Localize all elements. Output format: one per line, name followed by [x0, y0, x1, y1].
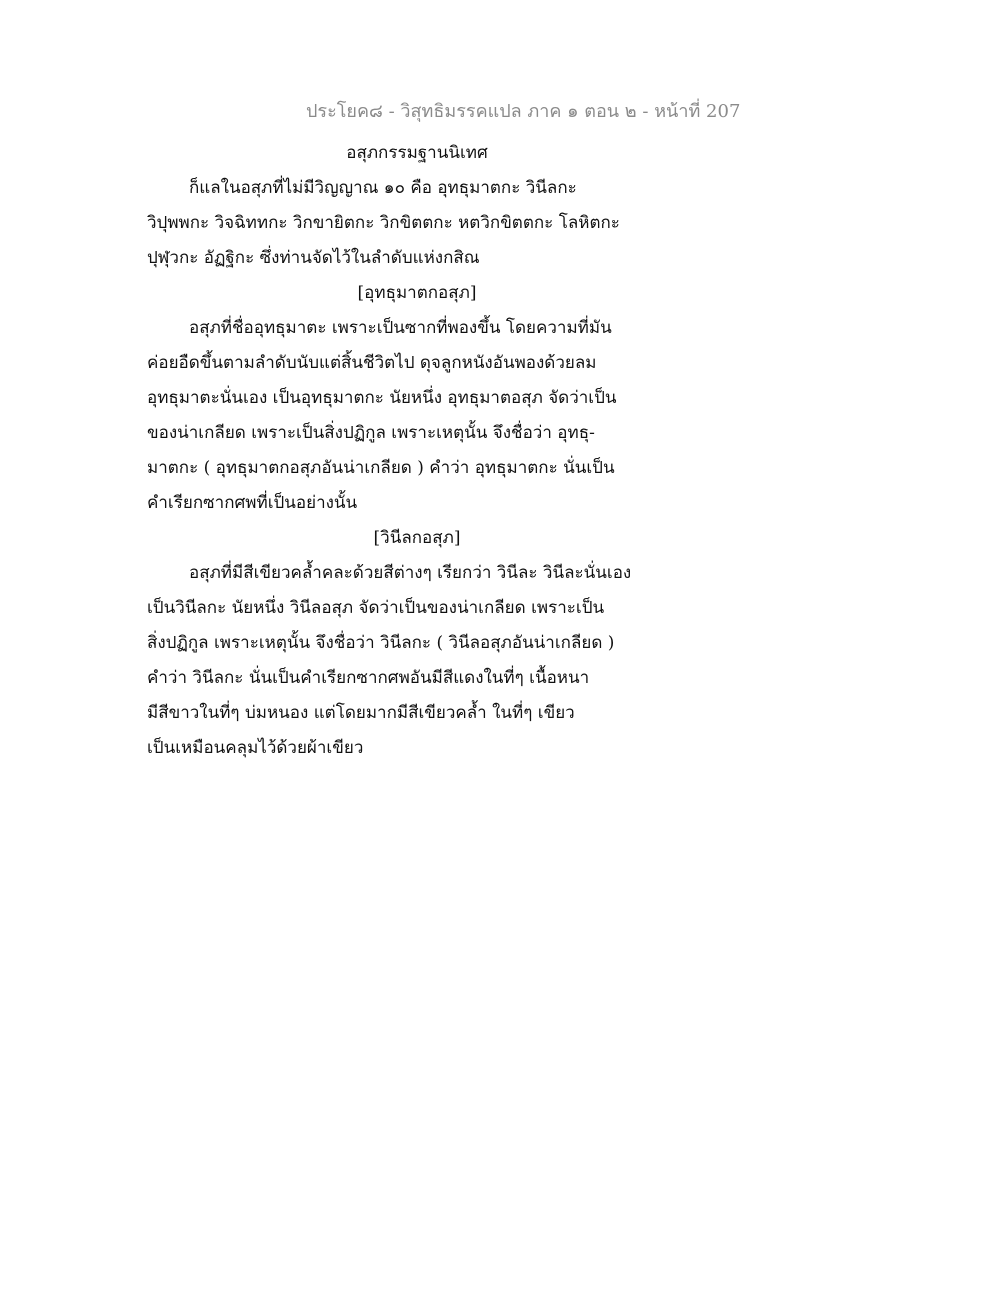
page-header: ประโยค๘ - วิสุทธิมรรคแปล ภาค ๑ ตอน ๒ - หน้าที่ 207: [306, 101, 741, 122]
paragraph-line: อุทธุมาตะนั่นเอง เป็นอุทธุมาตกะ นัยหนึ่ง อุทธุมาตอสุภ จัดว่าเป็น: [147, 388, 617, 408]
section-heading: [วินีลกอสุภ]: [373, 528, 461, 548]
paragraph-line: ค่อยอืดขึ้นตามลำดับนับแต่สิ้นชีวิตไป ดุจลูกหนังอันพองด้วยลม: [147, 353, 597, 373]
paragraph-line: สิ่งปฏิกูล เพราะเหตุนั้น จึงชื่อว่า วินีลกะ ( วินีลอสุภอันน่าเกลียด ): [147, 633, 615, 653]
paragraph-line: ของน่าเกลียด เพราะเป็นสิ่งปฏิกูล เพราะเหตุนั้น จึงชื่อว่า อุทธุ-: [147, 423, 595, 443]
paragraph-line: อสุภที่มีสีเขียวคล้ำคละด้วยสีต่างๆ เรียกว่า วินีละ วินีละนั่นเอง: [189, 563, 632, 583]
document-body: [147, 136, 632, 766]
section-heading: [อุทธุมาตกอสุภ]: [357, 283, 477, 303]
paragraph-line: อสุภที่ชื่ออุทธุมาตะ เพราะเป็นซากที่พองขึ้น โดยความที่มัน: [189, 318, 612, 338]
paragraph-line: วิปุพพกะ วิจฉิททกะ วิกขายิตกะ วิกขิตตกะ หตวิกขิตตกะ โลหิตกะ: [147, 213, 620, 233]
section-uddhumataka: [147, 276, 627, 521]
intro-paragraph: [147, 171, 627, 276]
chapter-title: อสุภกรรมฐานนิเทศ: [346, 143, 488, 163]
paragraph-line: มีสีขาวในที่ๆ บ่มหนอง แต่โดยมากมีสีเขียวคล้ำ ในที่ๆ เขียว: [147, 703, 575, 723]
section-vinilaka: [147, 521, 632, 766]
paragraph-line: ปุฬุวกะ อัฏฐิกะ ซึ่งท่านจัดไว้ในลำดับแห่งกสิณ: [147, 248, 480, 268]
paragraph-line: คำเรียกซากศพที่เป็นอย่างนั้น: [147, 493, 358, 513]
paragraph-line: เป็นเหมือนคลุมไว้ด้วยผ้าเขียว: [147, 738, 364, 758]
paragraph-line: ก็แลในอสุภที่ไม่มีวิญญาณ ๑๐ คือ อุทธุมาตกะ วินีลกะ: [189, 178, 577, 198]
paragraph-line: เป็นวินีลกะ นัยหนึ่ง วินีลอสุภ จัดว่าเป็นของน่าเกลียด เพราะเป็น: [147, 598, 605, 618]
paragraph-line: มาตกะ ( อุทธุมาตกอสุภอันน่าเกลียด ) คำว่า อุทธุมาตกะ นั่นเป็น: [147, 458, 615, 478]
paragraph-line: คำว่า วินีลกะ นั่นเป็นคำเรียกซากศพอันมีสีแดงในที่ๆ เนื้อหนา: [147, 668, 590, 688]
